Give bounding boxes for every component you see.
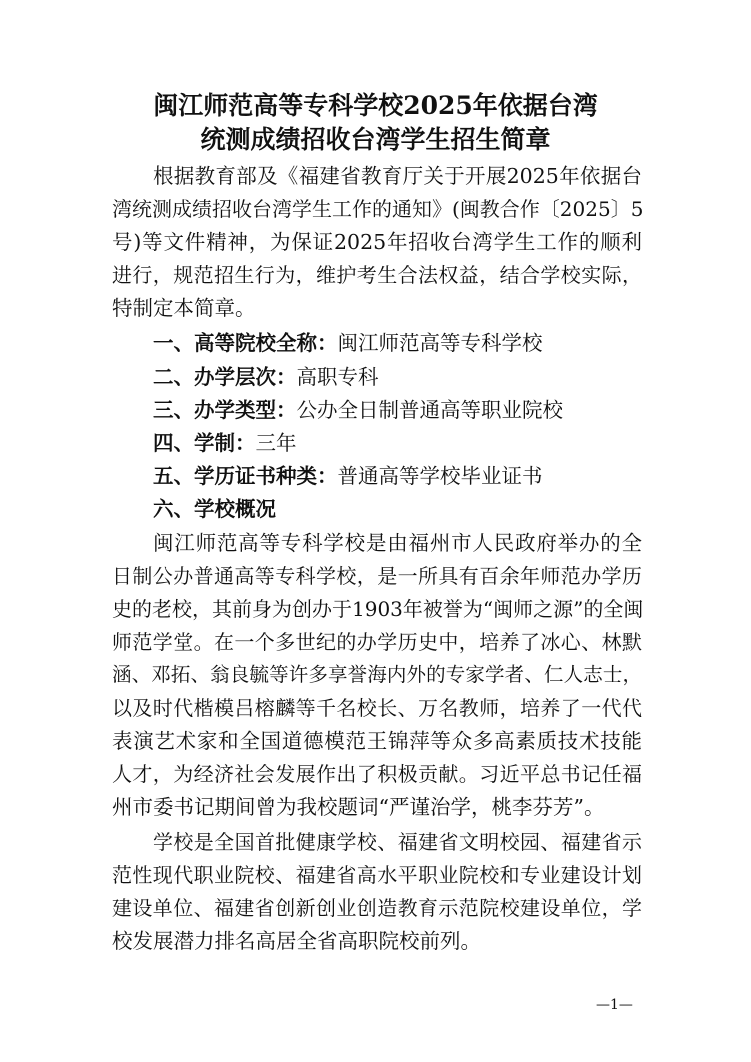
document-title-line-1: 闽江师范高等专科学校2025年依据台湾 [153, 91, 598, 120]
intro-line: 特制定本简章。 [112, 296, 256, 320]
section-heading: 三、办学类型： [153, 398, 297, 422]
section-value: 普通高等学校毕业证书 [337, 464, 543, 488]
page-number: —1— [596, 997, 633, 1013]
intro-line: 进行，规范招生行为，维护考生合法权益，结合学校实际， [112, 263, 642, 287]
overview-line: 日制公办普通高等专科学校，是一所具有百余年师范办学历 [112, 564, 642, 588]
section-school-name [153, 330, 543, 356]
overview-line: 涵、邓拓、翁良毓等许多享誉海内外的专家学者、仁人志士， [112, 663, 642, 686]
overview-line: 以及时代楷模吕榕麟等千名校长、万名教师，培养了一代代 [112, 696, 642, 720]
overview-line: 学校是全国首批健康学校、福建省文明校园、福建省示 [153, 830, 642, 854]
overview-line: 建设单位、福建省创新创业创造教育示范院校建设单位，学 [112, 896, 642, 920]
section-value: 高职专科 [296, 365, 379, 389]
overview-line: 史的老校，其前身为创办于1903年被誉为“闽师之源”的全闽 [112, 597, 644, 621]
section-heading: 一、高等院校全称： [153, 331, 338, 355]
overview-line: 闽江师范高等专科学校是由福州市人民政府举办的全 [153, 531, 642, 555]
intro-line: 号)等文件精神，为保证2025年招收台湾学生工作的顺利 [112, 230, 642, 254]
section-certificate [153, 463, 543, 489]
section-duration [153, 430, 297, 456]
intro-line: 根据教育部及《福建省教育厅关于开展2025年依据台 [153, 164, 642, 188]
document-title-line-2: 统测成绩招收台湾学生招生简章 [200, 125, 551, 154]
section-value: 三年 [255, 431, 297, 455]
section-level [153, 364, 379, 390]
intro-line: 湾统测成绩招收台湾学生工作的通知》(闽教合作〔2025〕5 [112, 197, 644, 221]
overview-line: 范性现代职业院校、福建省高水平职业院校和专业建设计划 [112, 863, 642, 887]
overview-line: 表演艺术家和全国道德模范王锦萍等众多高素质技术技能 [112, 729, 642, 753]
section-heading: 五、学历证书种类： [153, 464, 338, 488]
section-overview [153, 496, 276, 522]
overview-line: 人才，为经济社会发展作出了积极贡献。习近平总书记任福 [112, 762, 642, 786]
overview-line: 州市委书记期间曾为我校题词“严谨治学，桃李芬芳”。 [112, 795, 605, 819]
section-value: 公办全日制普通高等职业院校 [296, 398, 563, 422]
section-heading: 六、学校概况 [153, 497, 276, 521]
section-heading: 四、学制： [153, 431, 256, 455]
overview-line: 校发展潜力排名高居全省高职院校前列。 [112, 929, 481, 953]
section-value: 闽江师范高等专科学校 [337, 331, 543, 355]
section-type [153, 397, 563, 423]
section-heading: 二、办学层次： [153, 365, 297, 389]
overview-line: 师范学堂。在一个多世纪的办学历史中，培养了冰心、林默 [112, 630, 642, 654]
